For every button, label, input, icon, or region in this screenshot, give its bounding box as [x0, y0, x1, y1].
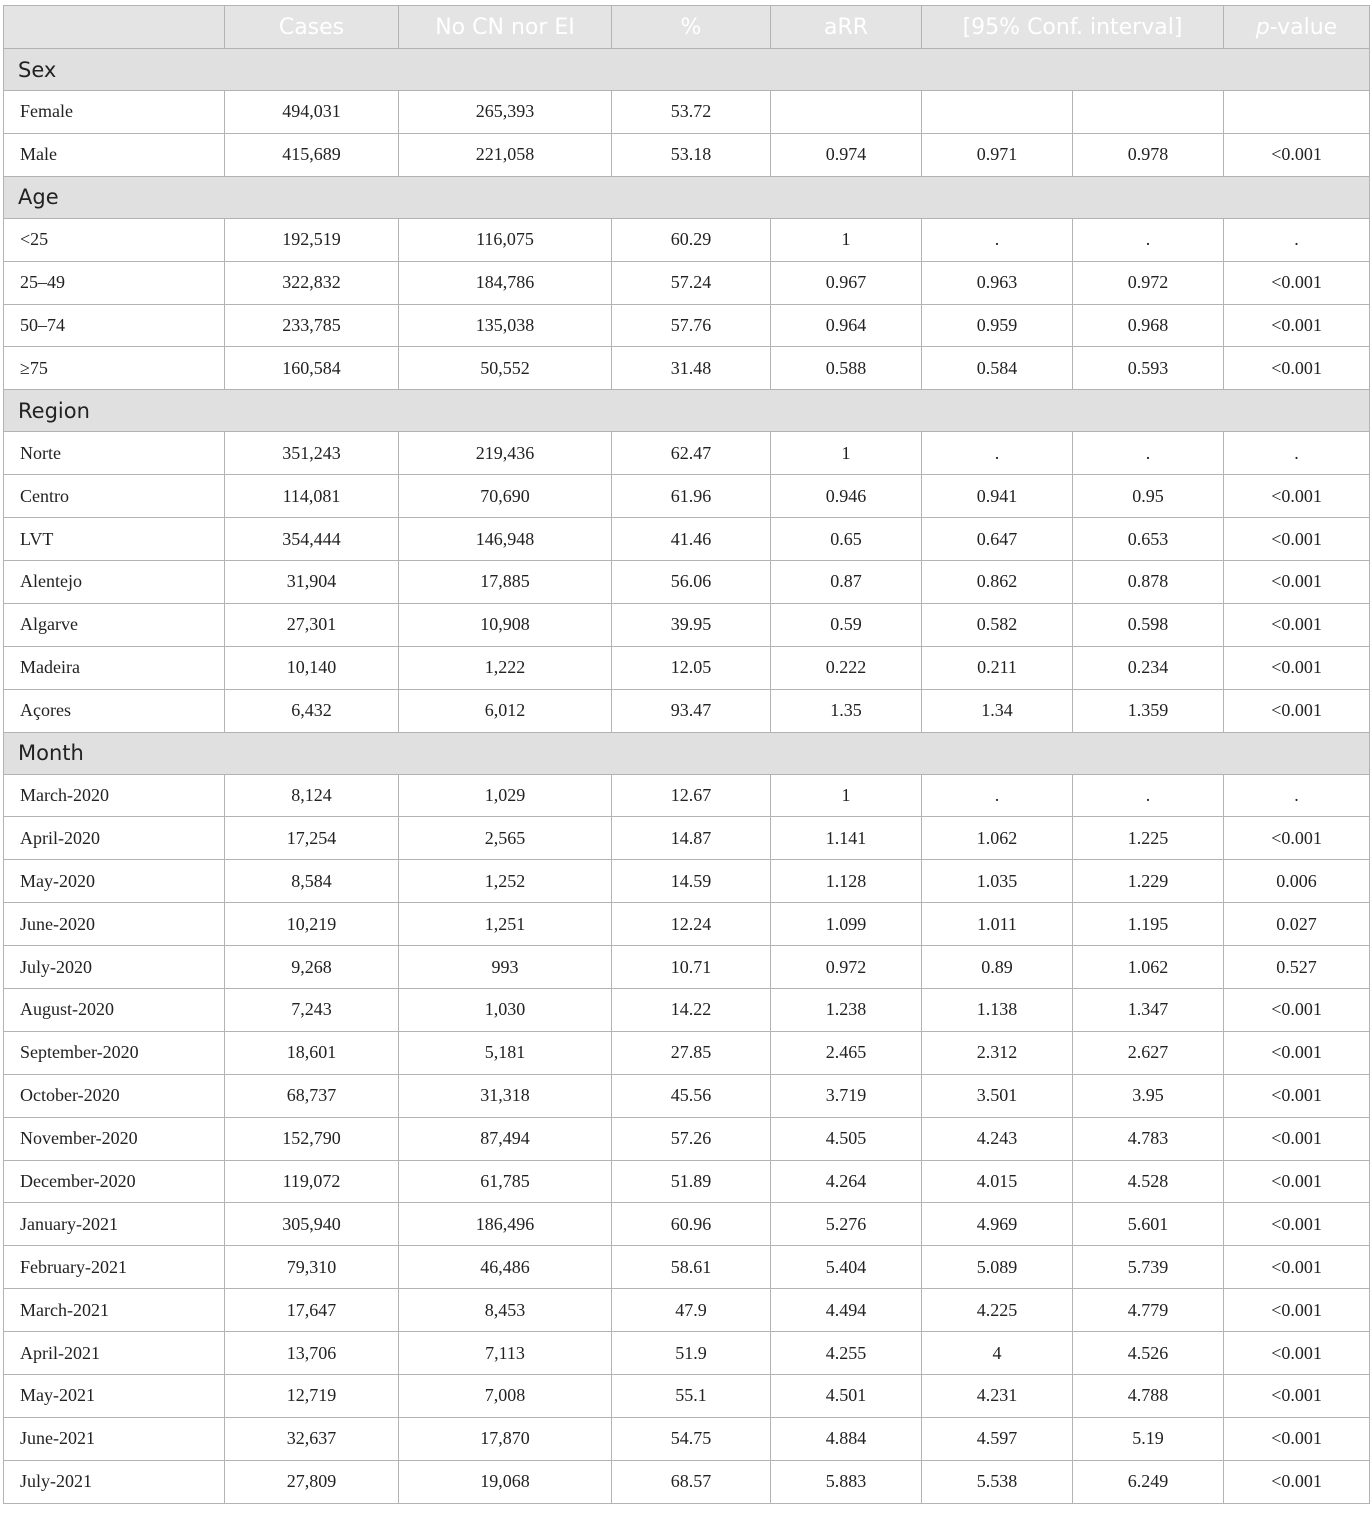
cell-ci-high: 0.598: [1073, 603, 1224, 646]
cell-cases: 494,031: [225, 91, 399, 134]
cell-arr: [771, 91, 922, 134]
cell-ci-low: 4.231: [922, 1375, 1073, 1418]
table-body: [4, 49, 1370, 1504]
cell-ci-low: [922, 91, 1073, 134]
cell-percent: 45.56: [612, 1074, 771, 1117]
cell-ci-low: 4.225: [922, 1289, 1073, 1332]
cell-ci-low: 0.959: [922, 304, 1073, 347]
cell-cases: 18,601: [225, 1031, 399, 1074]
section-title: Age: [4, 176, 1370, 218]
table-row: [4, 1375, 1370, 1418]
table-row: [4, 218, 1370, 261]
cell-ci-high: 0.878: [1073, 561, 1224, 604]
cell-cases: 6,432: [225, 689, 399, 732]
cell-no-cn: 17,885: [399, 561, 612, 604]
cell-cases: 354,444: [225, 518, 399, 561]
table-row: [4, 817, 1370, 860]
cell-cases: 351,243: [225, 432, 399, 475]
cell-ci-high: 6.249: [1073, 1460, 1224, 1503]
cell-ci-high: 0.972: [1073, 261, 1224, 304]
cell-no-cn: 135,038: [399, 304, 612, 347]
cell-cases: 233,785: [225, 304, 399, 347]
cell-p-value: <0.001: [1224, 1375, 1370, 1418]
cell-no-cn: 10,908: [399, 603, 612, 646]
cell-p-value: <0.001: [1224, 1031, 1370, 1074]
cell-no-cn: 19,068: [399, 1460, 612, 1503]
cell-percent: 14.87: [612, 817, 771, 860]
section-title: Sex: [4, 49, 1370, 91]
cell-percent: 12.05: [612, 646, 771, 689]
cell-arr: 0.588: [771, 347, 922, 390]
cell-p-value: 0.527: [1224, 946, 1370, 989]
cell-label: September-2020: [4, 1031, 225, 1074]
cell-no-cn: 116,075: [399, 218, 612, 261]
header-arr: aRR: [771, 6, 922, 49]
header-label: [4, 6, 225, 49]
cell-ci-high: 3.95: [1073, 1074, 1224, 1117]
cell-label: July-2020: [4, 946, 225, 989]
cell-arr: 0.59: [771, 603, 922, 646]
cell-percent: 53.72: [612, 91, 771, 134]
cell-cases: 32,637: [225, 1417, 399, 1460]
cell-percent: 14.22: [612, 989, 771, 1032]
cell-cases: 415,689: [225, 133, 399, 176]
cell-arr: 5.883: [771, 1460, 922, 1503]
cell-ci-low: 4.015: [922, 1160, 1073, 1203]
table-row: [4, 860, 1370, 903]
cell-ci-low: 0.89: [922, 946, 1073, 989]
cell-no-cn: 87,494: [399, 1117, 612, 1160]
cell-no-cn: 1,222: [399, 646, 612, 689]
table-row: [4, 133, 1370, 176]
table-row: [4, 946, 1370, 989]
cell-ci-high: 1.347: [1073, 989, 1224, 1032]
cell-label: May-2021: [4, 1375, 225, 1418]
table-row: [4, 774, 1370, 817]
table-row: [4, 432, 1370, 475]
cell-no-cn: 1,252: [399, 860, 612, 903]
cell-percent: 41.46: [612, 518, 771, 561]
cell-arr: 1.099: [771, 903, 922, 946]
cell-p-value: <0.001: [1224, 1289, 1370, 1332]
cell-no-cn: 219,436: [399, 432, 612, 475]
cell-arr: 1: [771, 218, 922, 261]
cell-label: Female: [4, 91, 225, 134]
cell-p-value: .: [1224, 774, 1370, 817]
header-cases: Cases: [225, 6, 399, 49]
cell-p-value: 0.006: [1224, 860, 1370, 903]
cell-ci-high: 0.593: [1073, 347, 1224, 390]
table-row: [4, 91, 1370, 134]
cell-ci-low: .: [922, 774, 1073, 817]
cell-arr: 4.494: [771, 1289, 922, 1332]
cell-percent: 14.59: [612, 860, 771, 903]
cell-ci-high: .: [1073, 218, 1224, 261]
table-row: [4, 1074, 1370, 1117]
cell-ci-high: 0.234: [1073, 646, 1224, 689]
header-no-cn: No CN nor EI: [399, 6, 612, 49]
cell-percent: 51.89: [612, 1160, 771, 1203]
cell-arr: 1: [771, 774, 922, 817]
cell-label: Açores: [4, 689, 225, 732]
table-row: [4, 1160, 1370, 1203]
cell-ci-low: 0.971: [922, 133, 1073, 176]
cell-arr: 0.222: [771, 646, 922, 689]
cell-percent: 31.48: [612, 347, 771, 390]
cell-cases: 17,254: [225, 817, 399, 860]
cell-ci-low: 1.138: [922, 989, 1073, 1032]
cell-no-cn: 2,565: [399, 817, 612, 860]
table-row: [4, 1417, 1370, 1460]
cell-cases: 152,790: [225, 1117, 399, 1160]
cell-no-cn: 993: [399, 946, 612, 989]
cell-arr: 0.87: [771, 561, 922, 604]
cell-cases: 160,584: [225, 347, 399, 390]
cell-percent: 61.96: [612, 475, 771, 518]
cell-label: <25: [4, 218, 225, 261]
cell-no-cn: 17,870: [399, 1417, 612, 1460]
cell-arr: 1.128: [771, 860, 922, 903]
cell-ci-low: 1.34: [922, 689, 1073, 732]
cell-arr: 1: [771, 432, 922, 475]
cell-ci-low: 0.582: [922, 603, 1073, 646]
cell-label: Male: [4, 133, 225, 176]
table-row: [4, 347, 1370, 390]
section-row: [4, 176, 1370, 218]
cell-ci-low: 0.963: [922, 261, 1073, 304]
cell-arr: 3.719: [771, 1074, 922, 1117]
header-p-value: [1224, 6, 1370, 49]
cell-no-cn: 184,786: [399, 261, 612, 304]
cell-arr: 0.65: [771, 518, 922, 561]
cell-cases: 305,940: [225, 1203, 399, 1246]
cell-ci-high: 0.653: [1073, 518, 1224, 561]
cell-label: June-2020: [4, 903, 225, 946]
cell-arr: 0.946: [771, 475, 922, 518]
table-row: [4, 561, 1370, 604]
cell-no-cn: 1,251: [399, 903, 612, 946]
cell-ci-low: 0.862: [922, 561, 1073, 604]
cell-percent: 54.75: [612, 1417, 771, 1460]
table-row: [4, 1332, 1370, 1375]
cell-ci-low: 1.062: [922, 817, 1073, 860]
cell-p-value: <0.001: [1224, 1117, 1370, 1160]
cell-label: 25–49: [4, 261, 225, 304]
cell-arr: 5.276: [771, 1203, 922, 1246]
cell-label: Algarve: [4, 603, 225, 646]
cell-label: Centro: [4, 475, 225, 518]
cell-ci-high: 1.225: [1073, 817, 1224, 860]
section-row: [4, 49, 1370, 91]
cell-label: Alentejo: [4, 561, 225, 604]
cell-p-value: <0.001: [1224, 561, 1370, 604]
cell-label: November-2020: [4, 1117, 225, 1160]
cell-cases: 31,904: [225, 561, 399, 604]
cell-cases: 119,072: [225, 1160, 399, 1203]
cell-ci-high: 1.229: [1073, 860, 1224, 903]
cell-ci-low: 5.538: [922, 1460, 1073, 1503]
cell-percent: 10.71: [612, 946, 771, 989]
cell-ci-low: 0.941: [922, 475, 1073, 518]
cell-label: April-2020: [4, 817, 225, 860]
cell-p-value: <0.001: [1224, 1332, 1370, 1375]
cell-percent: 53.18: [612, 133, 771, 176]
section-title: Month: [4, 732, 1370, 774]
cell-arr: 5.404: [771, 1246, 922, 1289]
cell-percent: 55.1: [612, 1375, 771, 1418]
cell-label: May-2020: [4, 860, 225, 903]
header-conf-interval: [95% Conf. interval]: [922, 6, 1224, 49]
cell-no-cn: 31,318: [399, 1074, 612, 1117]
cell-label: July-2021: [4, 1460, 225, 1503]
cell-cases: 192,519: [225, 218, 399, 261]
cell-p-value: 0.027: [1224, 903, 1370, 946]
cell-p-value: .: [1224, 432, 1370, 475]
section-row: [4, 390, 1370, 432]
cell-p-value: <0.001: [1224, 989, 1370, 1032]
cell-cases: 79,310: [225, 1246, 399, 1289]
cell-p-value: <0.001: [1224, 1417, 1370, 1460]
cell-p-value: <0.001: [1224, 689, 1370, 732]
cell-p-value: <0.001: [1224, 1160, 1370, 1203]
cell-p-value: <0.001: [1224, 518, 1370, 561]
cell-label: January-2021: [4, 1203, 225, 1246]
cell-ci-high: 0.978: [1073, 133, 1224, 176]
cell-percent: 60.29: [612, 218, 771, 261]
cell-arr: 0.972: [771, 946, 922, 989]
cell-ci-high: 4.528: [1073, 1160, 1224, 1203]
cell-arr: 4.264: [771, 1160, 922, 1203]
cell-label: March-2020: [4, 774, 225, 817]
cell-no-cn: 1,029: [399, 774, 612, 817]
cell-ci-high: 4.783: [1073, 1117, 1224, 1160]
cell-no-cn: 6,012: [399, 689, 612, 732]
cell-cases: 8,124: [225, 774, 399, 817]
cell-cases: 10,219: [225, 903, 399, 946]
cell-cases: 322,832: [225, 261, 399, 304]
cell-percent: 12.67: [612, 774, 771, 817]
table-row: [4, 304, 1370, 347]
cell-percent: 39.95: [612, 603, 771, 646]
cell-ci-low: 4: [922, 1332, 1073, 1375]
table-row: [4, 518, 1370, 561]
table-row: [4, 689, 1370, 732]
cell-arr: 4.255: [771, 1332, 922, 1375]
table-row: [4, 1031, 1370, 1074]
cell-ci-high: 1.195: [1073, 903, 1224, 946]
cell-ci-high: 4.526: [1073, 1332, 1224, 1375]
cell-ci-high: [1073, 91, 1224, 134]
cell-percent: 93.47: [612, 689, 771, 732]
cell-arr: 1.141: [771, 817, 922, 860]
cell-arr: 1.238: [771, 989, 922, 1032]
cell-cases: 27,301: [225, 603, 399, 646]
cell-no-cn: 46,486: [399, 1246, 612, 1289]
table-row: [4, 261, 1370, 304]
cell-label: February-2021: [4, 1246, 225, 1289]
cell-no-cn: 265,393: [399, 91, 612, 134]
cell-cases: 10,140: [225, 646, 399, 689]
cell-no-cn: 5,181: [399, 1031, 612, 1074]
table-row: [4, 989, 1370, 1032]
table-row: [4, 1246, 1370, 1289]
section-title: Region: [4, 390, 1370, 432]
cell-ci-high: .: [1073, 432, 1224, 475]
cell-p-value: <0.001: [1224, 347, 1370, 390]
cell-p-value: <0.001: [1224, 646, 1370, 689]
cell-p-value: [1224, 91, 1370, 134]
cell-label: Norte: [4, 432, 225, 475]
cell-ci-low: .: [922, 432, 1073, 475]
cell-no-cn: 146,948: [399, 518, 612, 561]
cell-no-cn: 70,690: [399, 475, 612, 518]
cell-cases: 13,706: [225, 1332, 399, 1375]
cell-p-value: <0.001: [1224, 817, 1370, 860]
cell-arr: 1.35: [771, 689, 922, 732]
cell-cases: 17,647: [225, 1289, 399, 1332]
cell-no-cn: 7,008: [399, 1375, 612, 1418]
cell-ci-high: 1.359: [1073, 689, 1224, 732]
cell-ci-high: 2.627: [1073, 1031, 1224, 1074]
cell-p-value: <0.001: [1224, 603, 1370, 646]
cell-ci-high: .: [1073, 774, 1224, 817]
cell-ci-low: 0.647: [922, 518, 1073, 561]
table-row: [4, 1289, 1370, 1332]
cell-cases: 68,737: [225, 1074, 399, 1117]
cell-no-cn: 7,113: [399, 1332, 612, 1375]
cell-cases: 114,081: [225, 475, 399, 518]
cell-no-cn: 8,453: [399, 1289, 612, 1332]
cell-percent: 58.61: [612, 1246, 771, 1289]
cell-percent: 51.9: [612, 1332, 771, 1375]
table-row: [4, 1117, 1370, 1160]
cell-ci-low: 5.089: [922, 1246, 1073, 1289]
cell-percent: 47.9: [612, 1289, 771, 1332]
cell-ci-low: 4.243: [922, 1117, 1073, 1160]
cell-percent: 62.47: [612, 432, 771, 475]
cell-arr: 0.964: [771, 304, 922, 347]
cell-p-value: .: [1224, 218, 1370, 261]
cell-ci-low: 4.597: [922, 1417, 1073, 1460]
cell-no-cn: 221,058: [399, 133, 612, 176]
table-row: [4, 646, 1370, 689]
cell-percent: 68.57: [612, 1460, 771, 1503]
cell-p-value: <0.001: [1224, 1203, 1370, 1246]
cell-ci-high: 0.968: [1073, 304, 1224, 347]
cell-ci-low: 4.969: [922, 1203, 1073, 1246]
table-row: [4, 603, 1370, 646]
cell-ci-low: 0.211: [922, 646, 1073, 689]
cell-no-cn: 50,552: [399, 347, 612, 390]
cell-ci-low: 0.584: [922, 347, 1073, 390]
cell-no-cn: 61,785: [399, 1160, 612, 1203]
cell-p-value: <0.001: [1224, 475, 1370, 518]
table-row: [4, 475, 1370, 518]
cell-no-cn: 1,030: [399, 989, 612, 1032]
cell-cases: 27,809: [225, 1460, 399, 1503]
table-row: [4, 903, 1370, 946]
cell-p-value: <0.001: [1224, 304, 1370, 347]
cell-label: August-2020: [4, 989, 225, 1032]
cell-cases: 9,268: [225, 946, 399, 989]
cell-ci-high: 0.95: [1073, 475, 1224, 518]
section-row: [4, 732, 1370, 774]
header-p-italic: p: [1255, 14, 1270, 40]
cell-percent: 60.96: [612, 1203, 771, 1246]
cell-label: Madeira: [4, 646, 225, 689]
cell-ci-high: 4.788: [1073, 1375, 1224, 1418]
cell-arr: 4.884: [771, 1417, 922, 1460]
results-table: [3, 5, 1370, 1504]
cell-p-value: <0.001: [1224, 133, 1370, 176]
cell-no-cn: 186,496: [399, 1203, 612, 1246]
header-percent: %: [612, 6, 771, 49]
cell-p-value: <0.001: [1224, 1246, 1370, 1289]
cell-arr: 2.465: [771, 1031, 922, 1074]
cell-p-value: <0.001: [1224, 1074, 1370, 1117]
cell-ci-high: 5.601: [1073, 1203, 1224, 1246]
cell-label: March-2021: [4, 1289, 225, 1332]
cell-label: ≥75: [4, 347, 225, 390]
cell-label: June-2021: [4, 1417, 225, 1460]
cell-ci-high: 5.19: [1073, 1417, 1224, 1460]
cell-ci-low: 1.011: [922, 903, 1073, 946]
table-row: [4, 1203, 1370, 1246]
table-row: [4, 1460, 1370, 1503]
cell-ci-high: 5.739: [1073, 1246, 1224, 1289]
cell-percent: 12.24: [612, 903, 771, 946]
cell-cases: 8,584: [225, 860, 399, 903]
cell-ci-low: 1.035: [922, 860, 1073, 903]
cell-percent: 57.24: [612, 261, 771, 304]
cell-p-value: <0.001: [1224, 1460, 1370, 1503]
cell-label: LVT: [4, 518, 225, 561]
cell-label: April-2021: [4, 1332, 225, 1375]
cell-ci-high: 4.779: [1073, 1289, 1224, 1332]
cell-arr: 0.974: [771, 133, 922, 176]
cell-percent: 57.76: [612, 304, 771, 347]
cell-arr: 4.501: [771, 1375, 922, 1418]
cell-p-value: <0.001: [1224, 261, 1370, 304]
cell-label: October-2020: [4, 1074, 225, 1117]
cell-percent: 56.06: [612, 561, 771, 604]
cell-arr: 4.505: [771, 1117, 922, 1160]
header-row: [4, 6, 1370, 49]
cell-label: December-2020: [4, 1160, 225, 1203]
cell-percent: 27.85: [612, 1031, 771, 1074]
cell-cases: 12,719: [225, 1375, 399, 1418]
cell-arr: 0.967: [771, 261, 922, 304]
cell-ci-low: 3.501: [922, 1074, 1073, 1117]
header-p-rest: -value: [1269, 14, 1338, 40]
cell-percent: 57.26: [612, 1117, 771, 1160]
cell-label: 50–74: [4, 304, 225, 347]
cell-cases: 7,243: [225, 989, 399, 1032]
cell-ci-low: .: [922, 218, 1073, 261]
cell-ci-low: 2.312: [922, 1031, 1073, 1074]
cell-ci-high: 1.062: [1073, 946, 1224, 989]
